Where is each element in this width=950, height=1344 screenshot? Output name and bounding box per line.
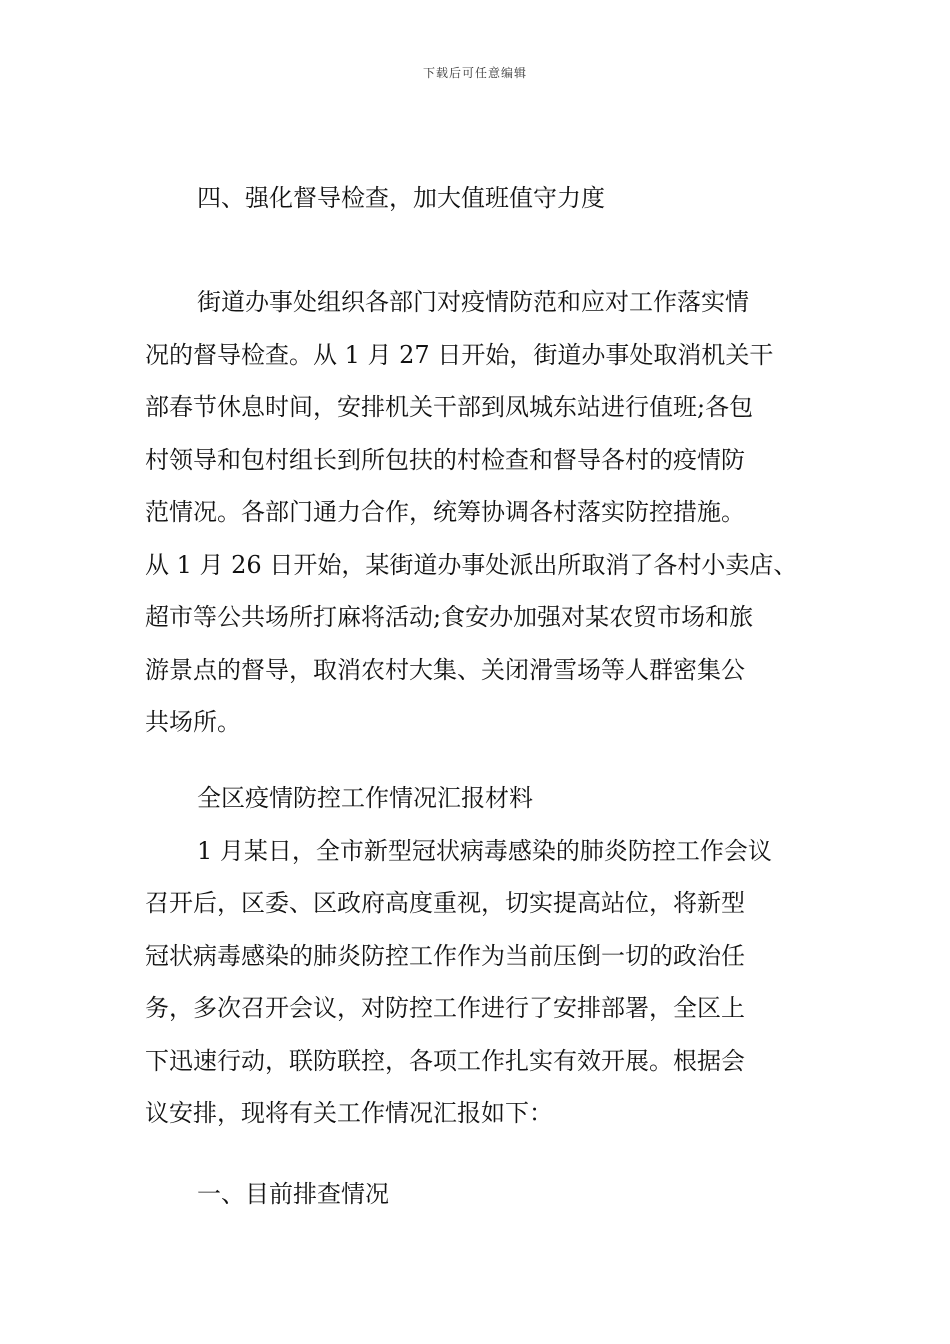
section-heading: 一、目前排查情况 (197, 1180, 389, 1208)
paragraph-line: 部春节休息时间，安排机关干部到凤城东站进行值班;各包 (145, 393, 754, 421)
paragraph-line: 街道办事处组织各部门对疫情防范和应对工作落实情 (197, 288, 749, 316)
section4-heading-block (145, 172, 835, 225)
paragraph-line: 议安排，现将有关工作情况汇报如下： (145, 1099, 553, 1127)
paragraph-line: 召开后，区委、区政府高度重视，切实提高站位，将新型 (145, 889, 745, 917)
paragraph-line: 务，多次召开会议，对防控工作进行了安排部署，全区上 (145, 994, 745, 1022)
paragraph-line: 游景点的督导，取消农村大集、关闭滑雪场等人群密集公 (145, 655, 745, 684)
paragraph-line: 下迅速行动，联防联控，各项工作扎实有效开展。根据会 (145, 1046, 745, 1075)
paragraph-line: 村领导和包村组长到所包扶的村检查和督导各村的疫情防 (145, 445, 745, 474)
paragraph-line: 范情况。各部门通力合作，统筹协调各村落实防控措施。 (145, 498, 745, 526)
report-section (145, 772, 835, 1140)
paragraph-line: 从 1 月 26 日开始，某街道办事处派出所取消了各村小卖店、 (145, 550, 798, 579)
section1-heading-block (145, 1168, 835, 1221)
paragraph-line: 1 月某日，全市新型冠状病毒感染的肺炎防控工作会议 (197, 836, 772, 865)
paragraph-line: 超市等公共场所打麻将活动;食安办加强对某农贸市场和旅 (145, 603, 754, 631)
paragraph-line: 冠状病毒感染的肺炎防控工作作为当前压倒一切的政治任 (145, 941, 745, 970)
section-heading: 四、强化督导检查，加大值班值守力度 (197, 184, 605, 212)
paragraph-line: 共场所。 (145, 708, 241, 736)
report-title: 全区疫情防控工作情况汇报材料 (197, 784, 533, 812)
section4-paragraph (145, 276, 835, 749)
paragraph-line: 况的督导检查。从 1 月 27 日开始，街道办事处取消机关干 (145, 340, 774, 369)
header-note: 下载后可任意编辑 (422, 66, 527, 80)
